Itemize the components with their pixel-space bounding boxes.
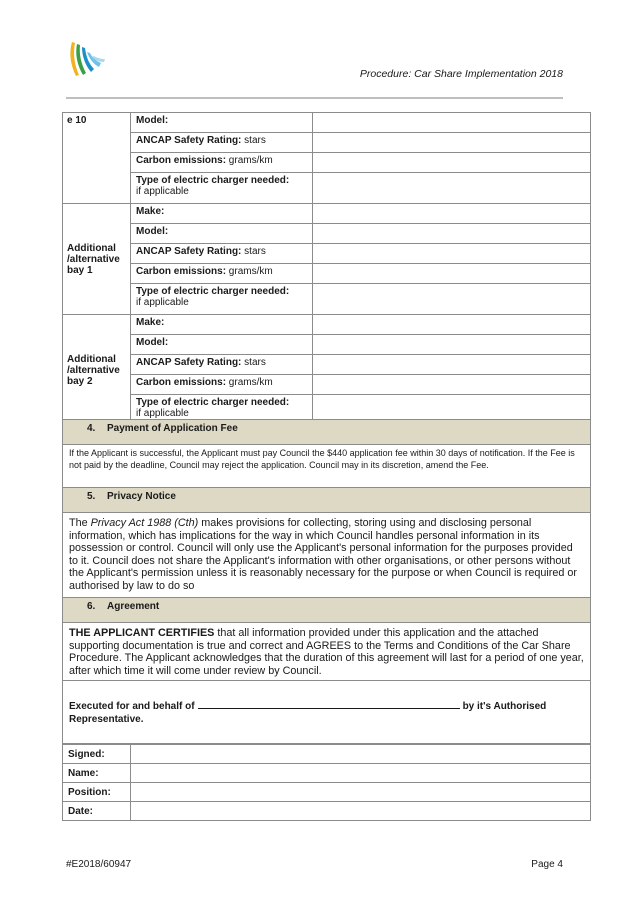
field-value-charger[interactable] [313,284,591,315]
payment-paragraph: If the Applicant is successful, the Applicant must pay Council the $440 application fee within 30 days of notification. If the Fee is not paid by the deadline, Council may reject the application. Council may in its discretion, amend the Fee. [62,445,591,487]
certifies-lead: THE APPLICANT CERTIFIES [69,627,215,639]
organisation-name-line[interactable] [198,699,460,709]
signature-table [62,744,591,821]
signed-field[interactable] [131,745,591,764]
field-label-model: Model: [131,224,313,244]
field-label-ancap: ANCAP Safety Rating: stars [131,244,313,264]
field-label-charger: Type of electric charger needed: if applicable [131,173,313,204]
vehicle-details-table [62,112,591,426]
field-value-charger[interactable] [313,173,591,204]
privacy-act-name: Privacy Act 1988 (Cth) [90,517,199,529]
field-label-charger: Type of electric charger needed: if applicable [131,284,313,315]
field-value-carbon[interactable] [313,153,591,173]
sign-label-position: Position: [63,783,131,802]
field-label-carbon: Carbon emissions: grams/km [131,153,313,173]
field-value-ancap[interactable] [313,355,591,375]
document-title: Procedure: Car Share Implementation 2018 [359,68,563,80]
field-value-carbon[interactable] [313,375,591,395]
field-label-ancap: ANCAP Safety Rating: stars [131,355,313,375]
field-label-carbon: Carbon emissions: grams/km [131,375,313,395]
council-logo-icon [66,38,110,82]
section-heading-privacy: 5. Privacy Notice [62,487,591,513]
group-label: e 10 [63,113,131,204]
field-label-make: Make: [131,204,313,224]
field-label-model: Model: [131,113,313,133]
field-label-ancap: ANCAP Safety Rating: stars [131,133,313,153]
section-heading-payment: 4. Payment of Application Fee [62,419,591,445]
sign-label-signed: Signed: [63,745,131,764]
field-label-charger: Type of electric charger needed: if applicable [131,395,313,426]
date-field[interactable] [131,802,591,821]
sign-label-name: Name: [63,764,131,783]
field-value-model[interactable] [313,224,591,244]
group-label: Additional /alternative bay 1 [63,204,131,315]
field-label-model: Model: [131,335,313,355]
executed-statement: Executed for and behalf of by it's Authorised Representative. [62,680,591,744]
document-reference: #E2018/60947 [66,859,132,870]
privacy-paragraph: The Privacy Act 1988 (Cth) makes provisions for collecting, storing using and disclosing personal information, which has implications for the way in which Council handles personal information in its possession or control. Council will only use the Applicant's personal information for the purposes provided to it. Council does not share the Applicant's information with other organisations, or other persons without the Applicant's permission unless it is reasonably necessary for the purpose or when Council is required or authorised by law to do so [62,513,591,597]
field-value-make[interactable] [313,204,591,224]
page-number: Page 4 [531,859,563,870]
field-label-make: Make: [131,315,313,335]
section-heading-agreement: 6. Agreement [62,597,591,623]
position-field[interactable] [131,783,591,802]
name-field[interactable] [131,764,591,783]
field-value-model[interactable] [313,335,591,355]
field-value-ancap[interactable] [313,133,591,153]
sign-label-date: Date: [63,802,131,821]
agreement-paragraph: THE APPLICANT CERTIFIES that all information provided under this application and the attached supporting documentation is true and correct and AGREES to the Terms and Conditions of the Car Share Procedure. The Applicant acknowledges that the duration of this agreement will last for a period of one year, after which time it will come under review by Council. [62,623,591,680]
header-divider [66,97,563,99]
group-label: Additional /alternative bay 2 [63,315,131,426]
field-value-carbon[interactable] [313,264,591,284]
field-label-carbon: Carbon emissions: grams/km [131,264,313,284]
field-value-make[interactable] [313,315,591,335]
field-value-model[interactable] [313,113,591,133]
field-value-ancap[interactable] [313,244,591,264]
